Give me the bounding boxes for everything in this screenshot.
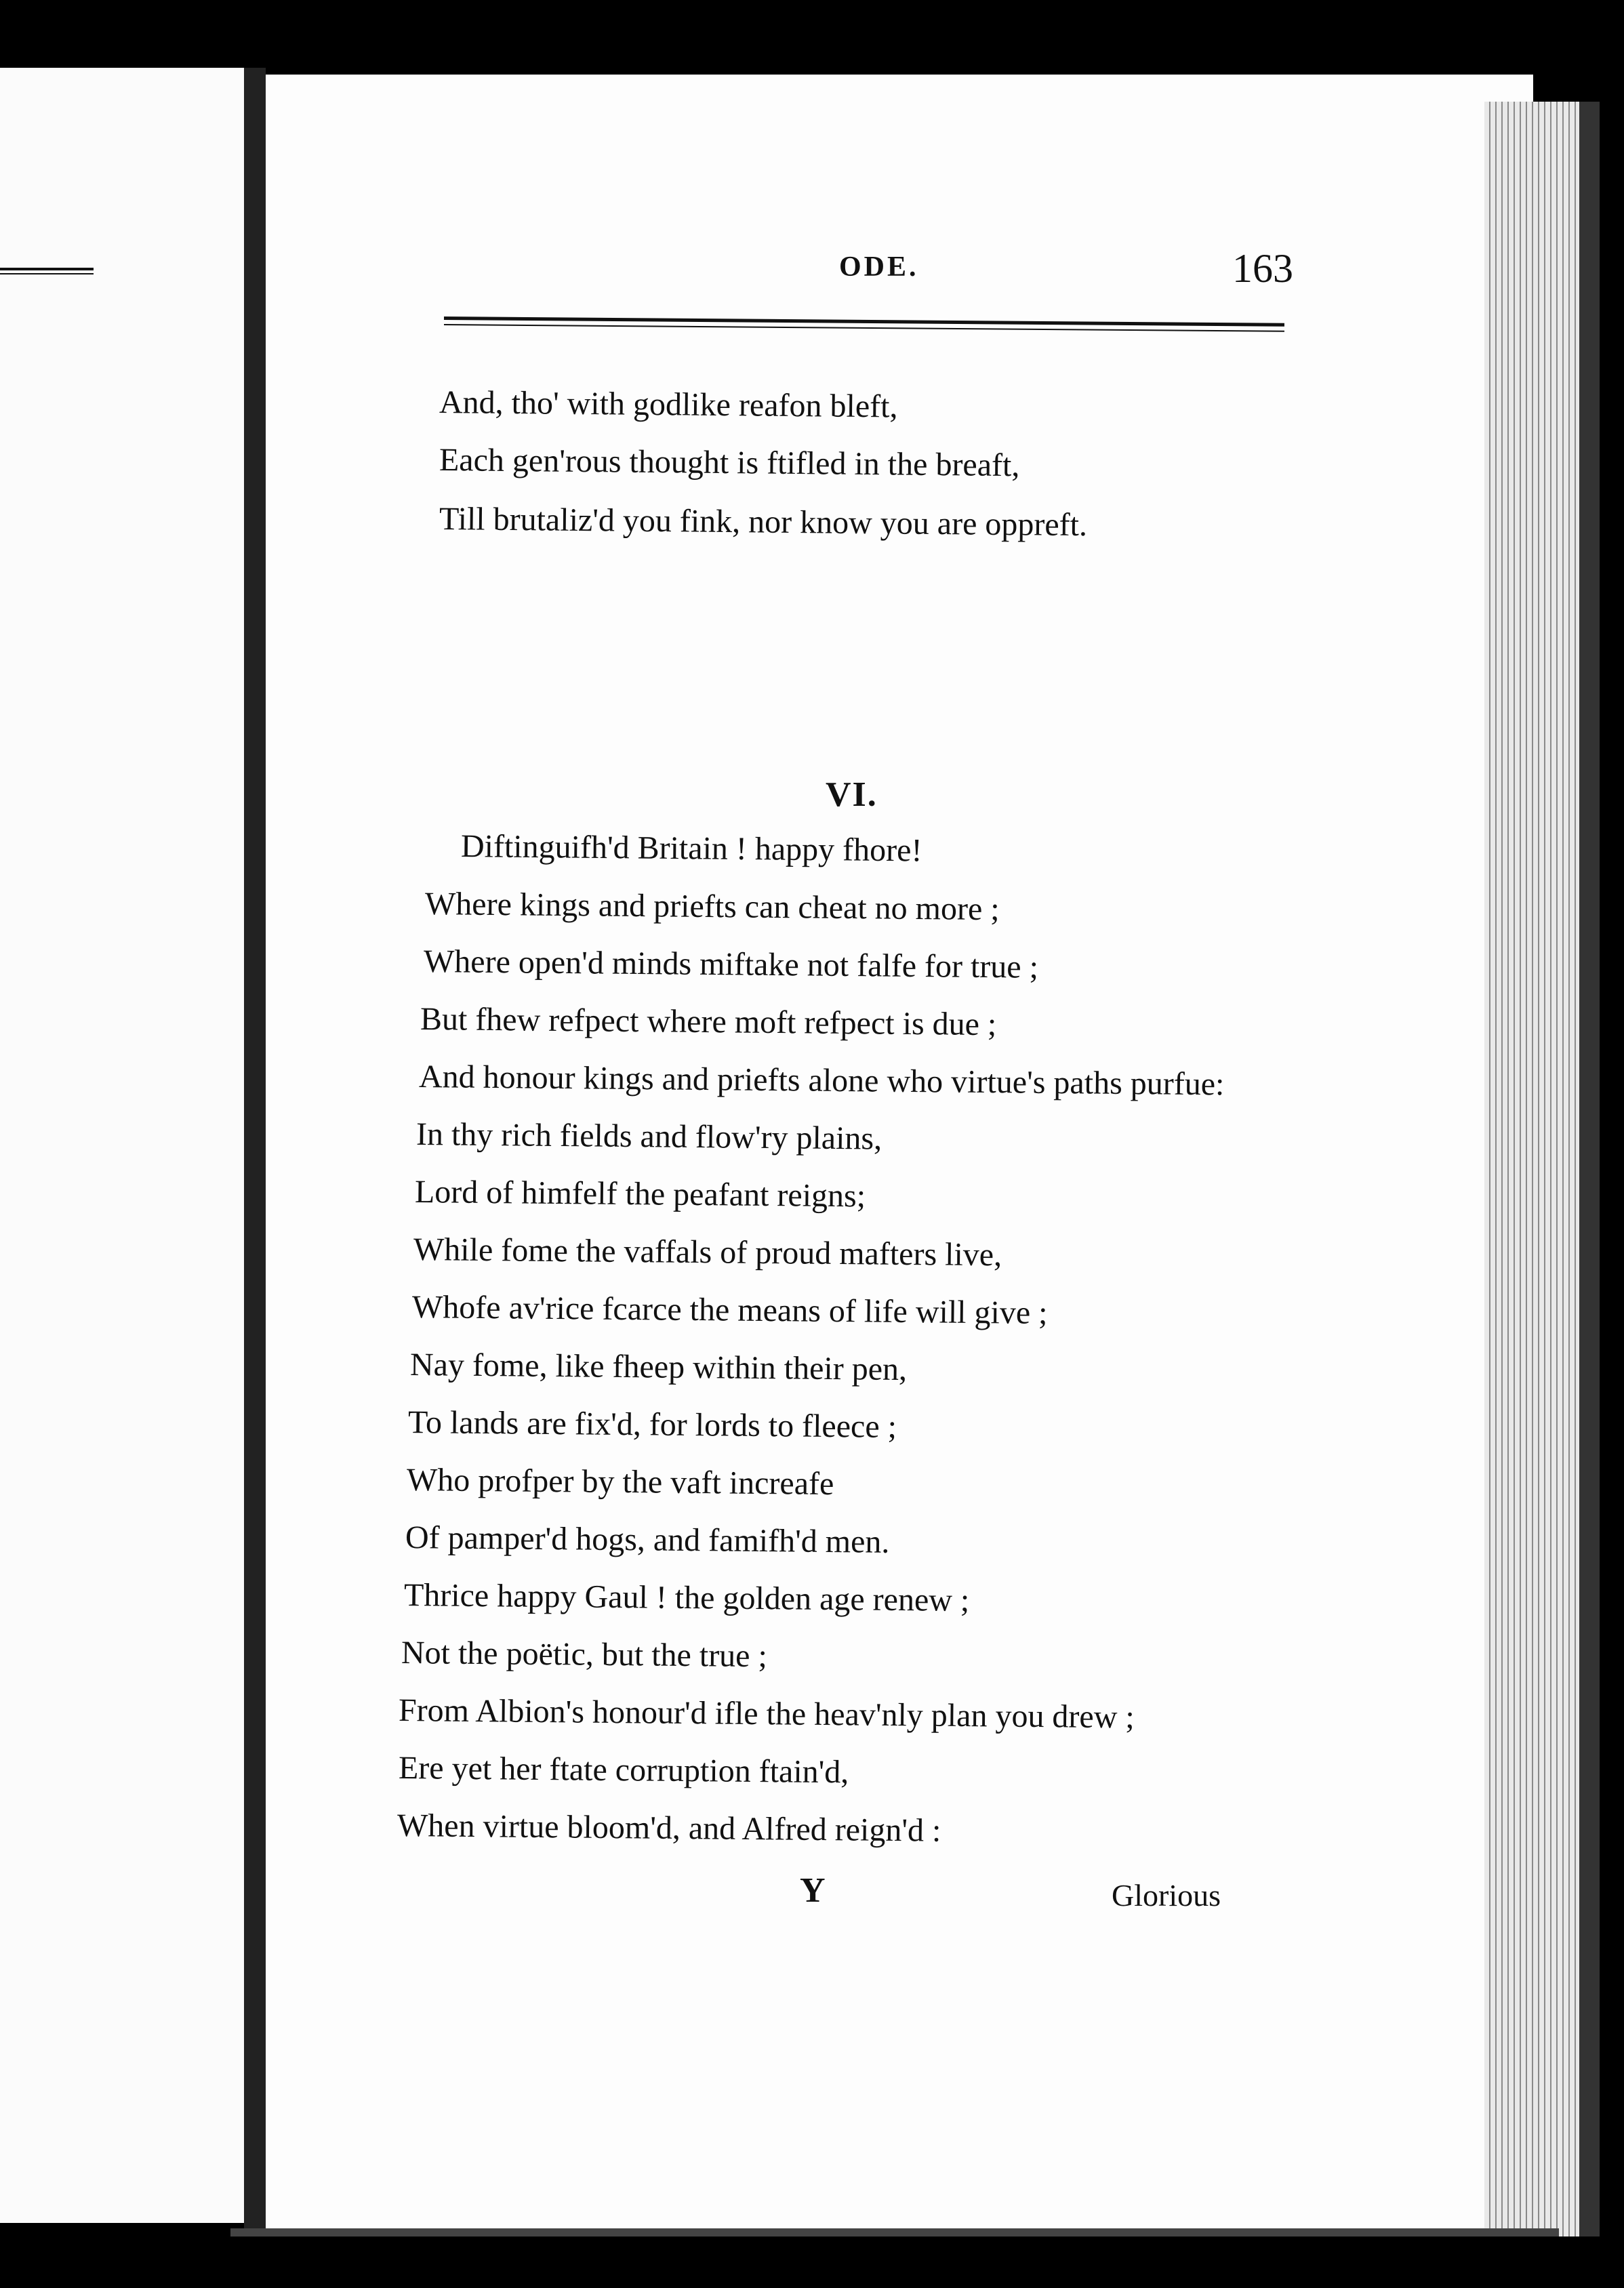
left-facing-page <box>0 68 244 2223</box>
verse-line: Not the poëtic, but the true ; <box>401 1635 768 1675</box>
verse-line: And honour kings and priefts alone who virtue's paths purfue: <box>418 1059 1225 1103</box>
verse-line: Where kings and priefts can cheat no more ; <box>424 886 1000 928</box>
verse-line: In thy rich fields and flow'ry plains, <box>415 1116 882 1157</box>
left-page-rule-thin <box>0 273 94 274</box>
verse-line: Nay fome, like fheep within their pen, <box>409 1347 908 1388</box>
verse-line: Diftinguifh'd Britain ! happy fhore! <box>460 828 922 869</box>
verse-line: Of pamper'd hogs, and famifh'd men. <box>405 1519 890 1560</box>
verse-line: To lands are fix'd, for lords to fleece ; <box>407 1404 897 1445</box>
book-gutter <box>244 68 266 2236</box>
catchword: Glorious <box>1112 1878 1221 1913</box>
verse-line: Who profper by the vaft increafe <box>406 1462 834 1503</box>
verse-line: Thrice happy Gaul ! the golden age renew ; <box>403 1577 970 1619</box>
running-head: ODE. <box>839 251 919 283</box>
verse-line: And, tho' with godlike reafon bleft, <box>439 384 898 425</box>
page-bottom-edge <box>230 2228 1559 2236</box>
stanza-number: VI. <box>826 775 878 814</box>
verse-line: Where open'd minds miftake not falfe for true ; <box>423 943 1039 985</box>
verse-line: When virtue bloom'd, and Alfred reign'd : <box>397 1807 941 1849</box>
left-page-rule <box>0 268 94 270</box>
verse-line: Each gen'rous thought is ftifled in the breaft, <box>439 442 1020 484</box>
verse-line: Whofe av'rice fcarce the means of life will give ; <box>411 1289 1048 1331</box>
page-number: 163 <box>1232 246 1293 291</box>
verse-line: From Albion's honour'd ifle the heav'nly plan you drew ; <box>398 1692 1135 1736</box>
verse-line: Ere yet her ftate corruption ftain'd, <box>398 1750 849 1791</box>
signature-mark: Y <box>800 1871 826 1910</box>
verse-line: While fome the vaffals of proud mafters live, <box>413 1231 1002 1273</box>
verse-line: Lord of himfelf the peafant reigns; <box>414 1174 866 1214</box>
page-edges-shadow <box>1579 102 1600 2236</box>
page-edges <box>1484 102 1579 2236</box>
verse-line: But fhew refpect where moft refpect is due ; <box>420 1001 997 1043</box>
verse-line: Till brutaliz'd you fink, nor know you are oppreft. <box>439 501 1088 544</box>
